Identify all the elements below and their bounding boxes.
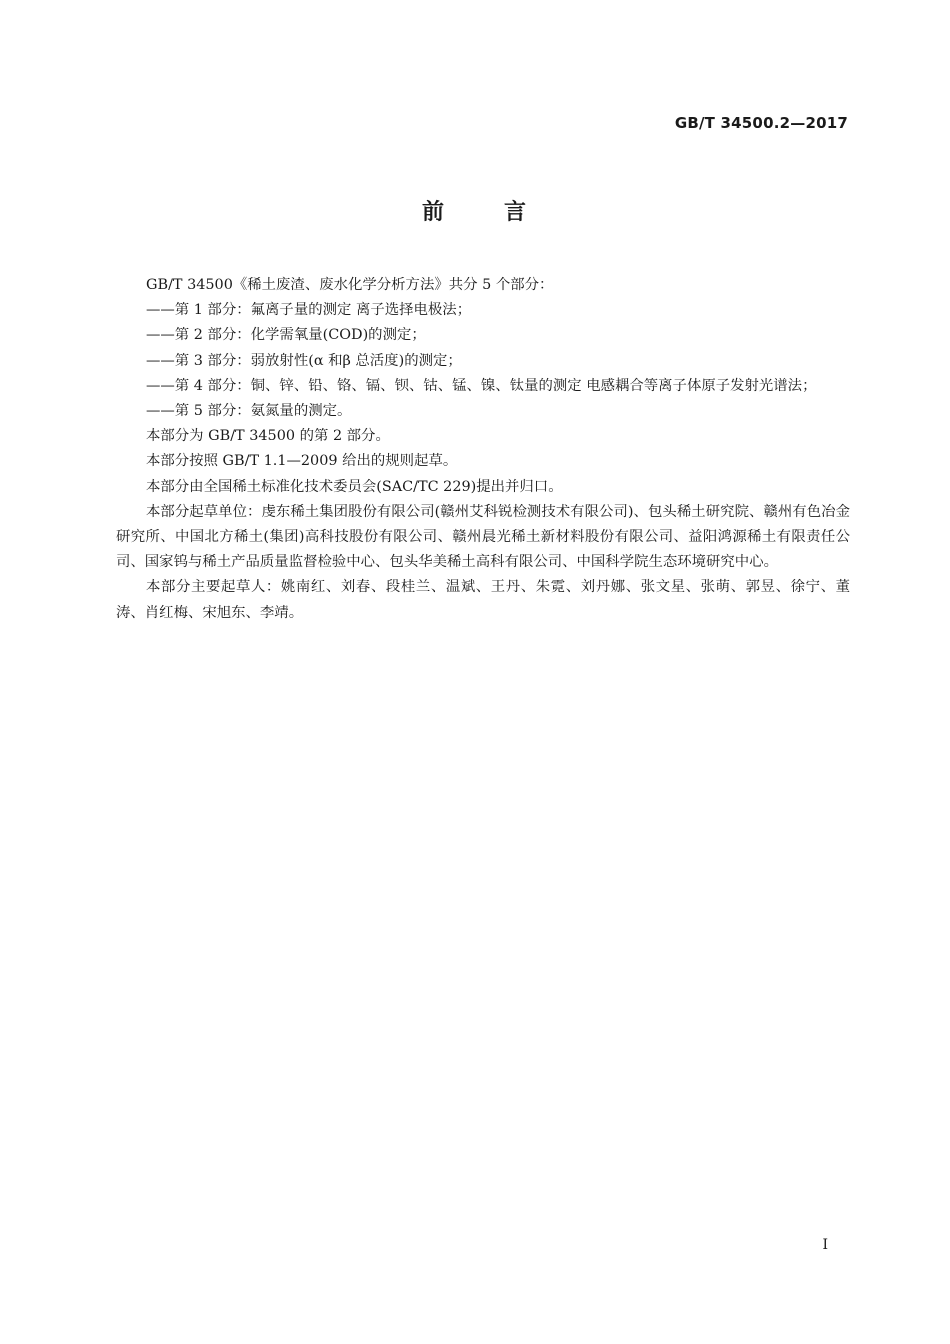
part-list-item: ——第 4 部分：铜、锌、铅、铬、镉、钡、钴、锰、镍、钛量的测定 电感耦合等离子体原子发射光谱法； [146, 377, 817, 394]
body-paragraph: 本部分为 GB/T 34500 的第 2 部分。 [146, 428, 390, 445]
standard-number: GB/T 34500.2—2017 [674, 114, 848, 132]
page-title [0, 195, 950, 226]
body-paragraph: 本部分按照 GB/T 1.1—2009 给出的规则起草。 [146, 453, 458, 470]
page-number: I [822, 1237, 828, 1253]
foreword-body [116, 273, 850, 626]
title-char-2: 言 [504, 200, 529, 225]
part-list-item: ——第 3 部分：弱放射性(α 和β 总活度)的测定； [146, 352, 462, 369]
part-list-item: ——第 2 部分：化学需氧量(COD)的测定； [146, 327, 426, 344]
intro-paragraph: GB/T 34500《稀土废渣、废水化学分析方法》共分 5 个部分： [146, 277, 554, 293]
body-paragraph: 本部分由全国稀土标准化技术委员会(SAC/TC 229)提出并归口。 [146, 478, 563, 495]
drafting-units-paragraph: 本部分起草单位：虔东稀土集团股份有限公司(赣州艾科锐检测技术有限公司)、包头稀土研究院、赣州有色冶金研究所、中国北方稀土(集团)高科技股份有限公司、赣州晨光稀土新材料股份有限公司、益阳鸿源稀土有限责任公司、国家钨与稀土产品质量监督检验中心、包头华美稀土高科有限公司、中国科学院生态环境研究中心。 [116, 503, 850, 571]
drafters-paragraph: 本部分主要起草人：姚南红、刘春、段桂兰、温斌、王丹、朱霓、刘丹娜、张文星、张萌、郭昱、徐宁、董涛、肖红梅、宋旭东、李靖。 [116, 579, 850, 621]
title-char-1: 前 [421, 200, 446, 225]
part-list-item: ——第 1 部分：氟离子量的测定 离子选择电极法； [146, 302, 472, 319]
part-list-item: ——第 5 部分：氨氮量的测定。 [146, 403, 352, 420]
